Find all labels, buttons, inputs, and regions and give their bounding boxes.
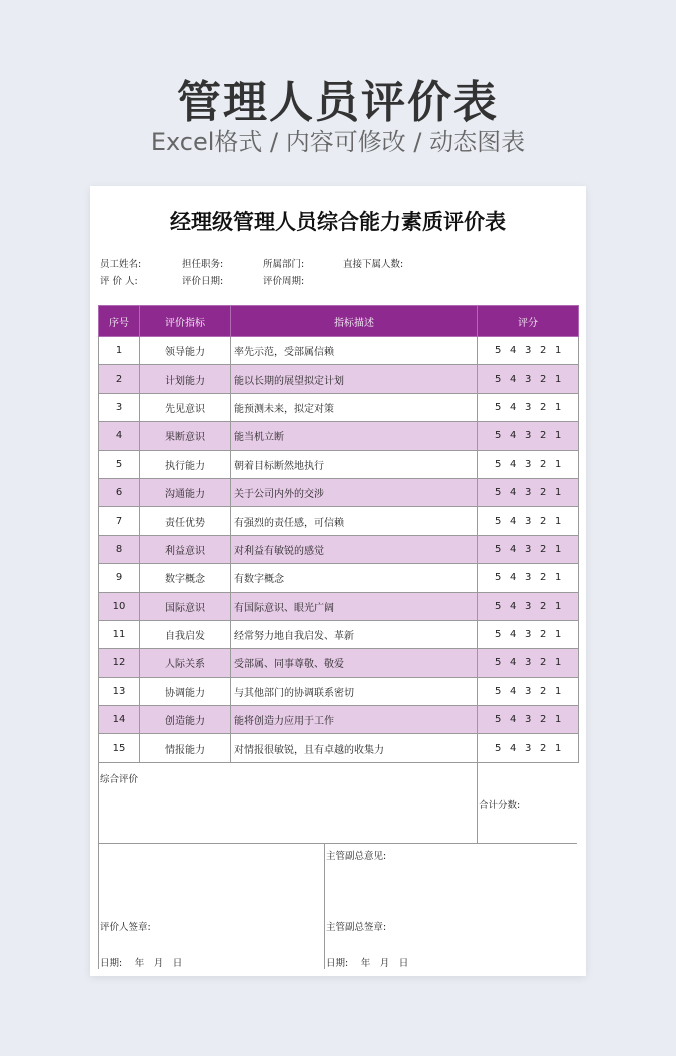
row-description: 关于公司内外的交涉 <box>231 478 478 506</box>
score-option[interactable]: 4 <box>510 401 517 413</box>
score-option[interactable]: 1 <box>555 458 562 470</box>
row-score-options[interactable] <box>478 620 579 648</box>
score-option[interactable]: 2 <box>540 515 547 527</box>
score-option[interactable]: 3 <box>525 629 532 641</box>
row-number: 7 <box>99 507 140 535</box>
score-option[interactable]: 1 <box>555 629 562 641</box>
score-option[interactable]: 4 <box>510 714 517 726</box>
table-row <box>99 620 579 648</box>
vp-opinion-label: 主管副总意见: <box>326 851 387 862</box>
score-option[interactable]: 2 <box>540 629 547 641</box>
score-option[interactable]: 2 <box>540 714 547 726</box>
row-number: 5 <box>99 450 140 478</box>
row-indicator: 执行能力 <box>140 450 231 478</box>
table-row <box>99 734 579 762</box>
score-option[interactable]: 3 <box>525 714 532 726</box>
score-option[interactable]: 4 <box>510 458 517 470</box>
score-option[interactable]: 4 <box>510 629 517 641</box>
score-option[interactable]: 3 <box>525 345 532 357</box>
row-indicator: 果断意识 <box>140 422 231 450</box>
vp-sign-label: 主管副总签章: <box>326 922 387 933</box>
row-number: 6 <box>99 478 140 506</box>
score-option[interactable]: 1 <box>555 515 562 527</box>
row-score-options[interactable] <box>478 478 579 506</box>
row-indicator: 情报能力 <box>140 734 231 762</box>
score-option[interactable]: 3 <box>525 430 532 442</box>
row-number: 12 <box>99 649 140 677</box>
row-indicator: 国际意识 <box>140 592 231 620</box>
table-row <box>99 706 579 734</box>
row-number: 9 <box>99 564 140 592</box>
summary-label: 综合评价 <box>100 774 139 785</box>
score-option[interactable]: 4 <box>510 515 517 527</box>
row-indicator: 人际关系 <box>140 649 231 677</box>
info-position[interactable]: 担任职务: <box>182 259 224 270</box>
score-option[interactable]: 5 <box>495 572 502 584</box>
score-option[interactable]: 4 <box>510 487 517 499</box>
row-description: 能当机立断 <box>231 422 478 450</box>
score-option[interactable]: 5 <box>495 345 502 357</box>
score-option[interactable]: 2 <box>540 543 547 555</box>
header-no: 序号 <box>99 306 140 337</box>
info-eval-period[interactable]: 评价周期: <box>263 276 305 287</box>
row-score-options[interactable] <box>478 393 579 421</box>
score-option[interactable]: 3 <box>525 515 532 527</box>
score-option[interactable]: 1 <box>555 543 562 555</box>
score-option[interactable]: 3 <box>525 742 532 754</box>
score-option[interactable]: 4 <box>510 572 517 584</box>
score-option[interactable]: 1 <box>555 600 562 612</box>
table-row <box>99 649 579 677</box>
row-description: 有强烈的责任感，可信赖 <box>231 507 478 535</box>
score-option[interactable]: 2 <box>540 487 547 499</box>
row-number: 3 <box>99 393 140 421</box>
row-score-options[interactable] <box>478 592 579 620</box>
score-option[interactable]: 3 <box>525 685 532 697</box>
table-row <box>99 393 579 421</box>
page-subtitle: Excel格式 / 内容可修改 / 动态图表 <box>150 128 526 156</box>
score-option[interactable]: 5 <box>495 600 502 612</box>
score-option[interactable]: 1 <box>555 373 562 385</box>
score-option[interactable]: 2 <box>540 401 547 413</box>
score-option[interactable]: 3 <box>525 458 532 470</box>
table-row <box>99 592 579 620</box>
sheet-title: 经理级管理人员综合能力素质评价表 <box>170 210 506 234</box>
row-number: 8 <box>99 535 140 563</box>
row-indicator: 数字概念 <box>140 564 231 592</box>
score-option[interactable]: 1 <box>555 742 562 754</box>
score-option[interactable]: 5 <box>495 629 502 641</box>
score-option[interactable]: 5 <box>495 657 502 669</box>
row-indicator: 自我启发 <box>140 620 231 648</box>
score-option[interactable]: 1 <box>555 657 562 669</box>
row-description: 率先示范，受部属信赖 <box>231 337 478 365</box>
evaluator-sign-label: 评价人签章: <box>100 922 151 933</box>
score-option[interactable]: 2 <box>540 345 547 357</box>
score-option[interactable]: 5 <box>495 714 502 726</box>
row-description: 经常努力地自我启发、革新 <box>231 620 478 648</box>
row-number: 10 <box>99 592 140 620</box>
evaluation-sheet <box>90 186 586 976</box>
row-description: 朝着目标断然地执行 <box>231 450 478 478</box>
row-score-options[interactable] <box>478 450 579 478</box>
evaluation-table <box>98 305 579 763</box>
row-indicator: 沟通能力 <box>140 478 231 506</box>
row-description: 能将创造力应用于工作 <box>231 706 478 734</box>
score-option[interactable]: 4 <box>510 657 517 669</box>
total-label: 合计分数: <box>479 800 521 811</box>
score-option[interactable]: 3 <box>525 487 532 499</box>
row-description: 有国际意识、眼光广阔 <box>231 592 478 620</box>
info-subordinates[interactable]: 直接下属人数: <box>343 259 404 270</box>
header-indicator: 评价指标 <box>140 306 231 337</box>
score-option[interactable]: 2 <box>540 742 547 754</box>
table-row <box>99 535 579 563</box>
header-description: 指标描述 <box>231 306 478 337</box>
score-option[interactable]: 4 <box>510 600 517 612</box>
row-indicator: 计划能力 <box>140 365 231 393</box>
evaluator-sign-box[interactable] <box>98 844 325 969</box>
score-option[interactable]: 3 <box>525 401 532 413</box>
score-option[interactable]: 4 <box>510 373 517 385</box>
score-option[interactable]: 1 <box>555 401 562 413</box>
summary-box[interactable] <box>98 761 478 844</box>
row-score-options[interactable] <box>478 677 579 705</box>
row-number: 13 <box>99 677 140 705</box>
score-option[interactable]: 1 <box>555 714 562 726</box>
score-option[interactable]: 1 <box>555 572 562 584</box>
score-option[interactable]: 5 <box>495 430 502 442</box>
score-option[interactable]: 1 <box>555 487 562 499</box>
row-score-options[interactable] <box>478 734 579 762</box>
header-score: 评分 <box>478 306 579 337</box>
table-row <box>99 677 579 705</box>
row-score-options[interactable] <box>478 337 579 365</box>
row-score-options[interactable] <box>478 706 579 734</box>
info-department[interactable]: 所属部门: <box>263 259 305 270</box>
score-option[interactable]: 5 <box>495 487 502 499</box>
row-indicator: 责任优势 <box>140 507 231 535</box>
score-option[interactable]: 3 <box>525 600 532 612</box>
row-number: 4 <box>99 422 140 450</box>
row-score-options[interactable] <box>478 564 579 592</box>
info-eval-date[interactable]: 评价日期: <box>182 276 224 287</box>
score-option[interactable]: 5 <box>495 685 502 697</box>
score-option[interactable]: 3 <box>525 373 532 385</box>
row-description: 对利益有敏锐的感觉 <box>231 535 478 563</box>
row-description: 能预测未来，拟定对策 <box>231 393 478 421</box>
row-score-options[interactable] <box>478 535 579 563</box>
info-evaluator[interactable]: 评 价 人: <box>100 276 138 287</box>
table-row <box>99 478 579 506</box>
score-option[interactable]: 2 <box>540 657 547 669</box>
table-header-row <box>99 306 579 337</box>
score-option[interactable]: 5 <box>495 458 502 470</box>
score-option[interactable]: 4 <box>510 543 517 555</box>
table-row <box>99 564 579 592</box>
score-option[interactable]: 1 <box>555 685 562 697</box>
vp-date: 日期: 年 月 日 <box>326 958 409 969</box>
table-row <box>99 507 579 535</box>
score-option[interactable]: 4 <box>510 345 517 357</box>
score-option[interactable]: 1 <box>555 345 562 357</box>
row-number: 15 <box>99 734 140 762</box>
score-option[interactable]: 4 <box>510 430 517 442</box>
table-row <box>99 422 579 450</box>
score-option[interactable]: 3 <box>525 543 532 555</box>
row-indicator: 先见意识 <box>140 393 231 421</box>
row-indicator: 创造能力 <box>140 706 231 734</box>
row-description: 受部属、同事尊敬、敬爱 <box>231 649 478 677</box>
score-option[interactable]: 1 <box>555 430 562 442</box>
row-description: 对情报很敏锐，且有卓越的收集力 <box>231 734 478 762</box>
score-option[interactable]: 2 <box>540 600 547 612</box>
score-option[interactable]: 2 <box>540 685 547 697</box>
row-description: 能以长期的展望拟定计划 <box>231 365 478 393</box>
vp-sign-box[interactable] <box>324 844 578 969</box>
score-option[interactable]: 2 <box>540 373 547 385</box>
row-indicator: 利益意识 <box>140 535 231 563</box>
score-option[interactable]: 5 <box>495 742 502 754</box>
row-score-options[interactable] <box>478 365 579 393</box>
table-body <box>99 337 579 763</box>
row-description: 与其他部门的协调联系密切 <box>231 677 478 705</box>
table-row <box>99 365 579 393</box>
score-option[interactable]: 5 <box>495 515 502 527</box>
score-option[interactable]: 4 <box>510 685 517 697</box>
score-option[interactable]: 2 <box>540 458 547 470</box>
table-row <box>99 337 579 365</box>
info-employee-name[interactable]: 员工姓名: <box>100 259 142 270</box>
score-option[interactable]: 3 <box>525 572 532 584</box>
row-indicator: 协调能力 <box>140 677 231 705</box>
score-option[interactable]: 2 <box>540 430 547 442</box>
score-option[interactable]: 5 <box>495 401 502 413</box>
row-score-options[interactable] <box>478 422 579 450</box>
row-number: 2 <box>99 365 140 393</box>
row-score-options[interactable] <box>478 507 579 535</box>
page-title: 管理人员评价表 <box>177 77 499 128</box>
table-row <box>99 450 579 478</box>
row-number: 11 <box>99 620 140 648</box>
score-option[interactable]: 5 <box>495 543 502 555</box>
row-description: 有数字概念 <box>231 564 478 592</box>
score-option[interactable]: 4 <box>510 742 517 754</box>
score-option[interactable]: 3 <box>525 657 532 669</box>
evaluator-date: 日期: 年 月 日 <box>100 958 183 969</box>
row-indicator: 领导能力 <box>140 337 231 365</box>
score-option[interactable]: 2 <box>540 572 547 584</box>
score-option[interactable]: 5 <box>495 373 502 385</box>
row-score-options[interactable] <box>478 649 579 677</box>
row-number: 14 <box>99 706 140 734</box>
row-number: 1 <box>99 337 140 365</box>
